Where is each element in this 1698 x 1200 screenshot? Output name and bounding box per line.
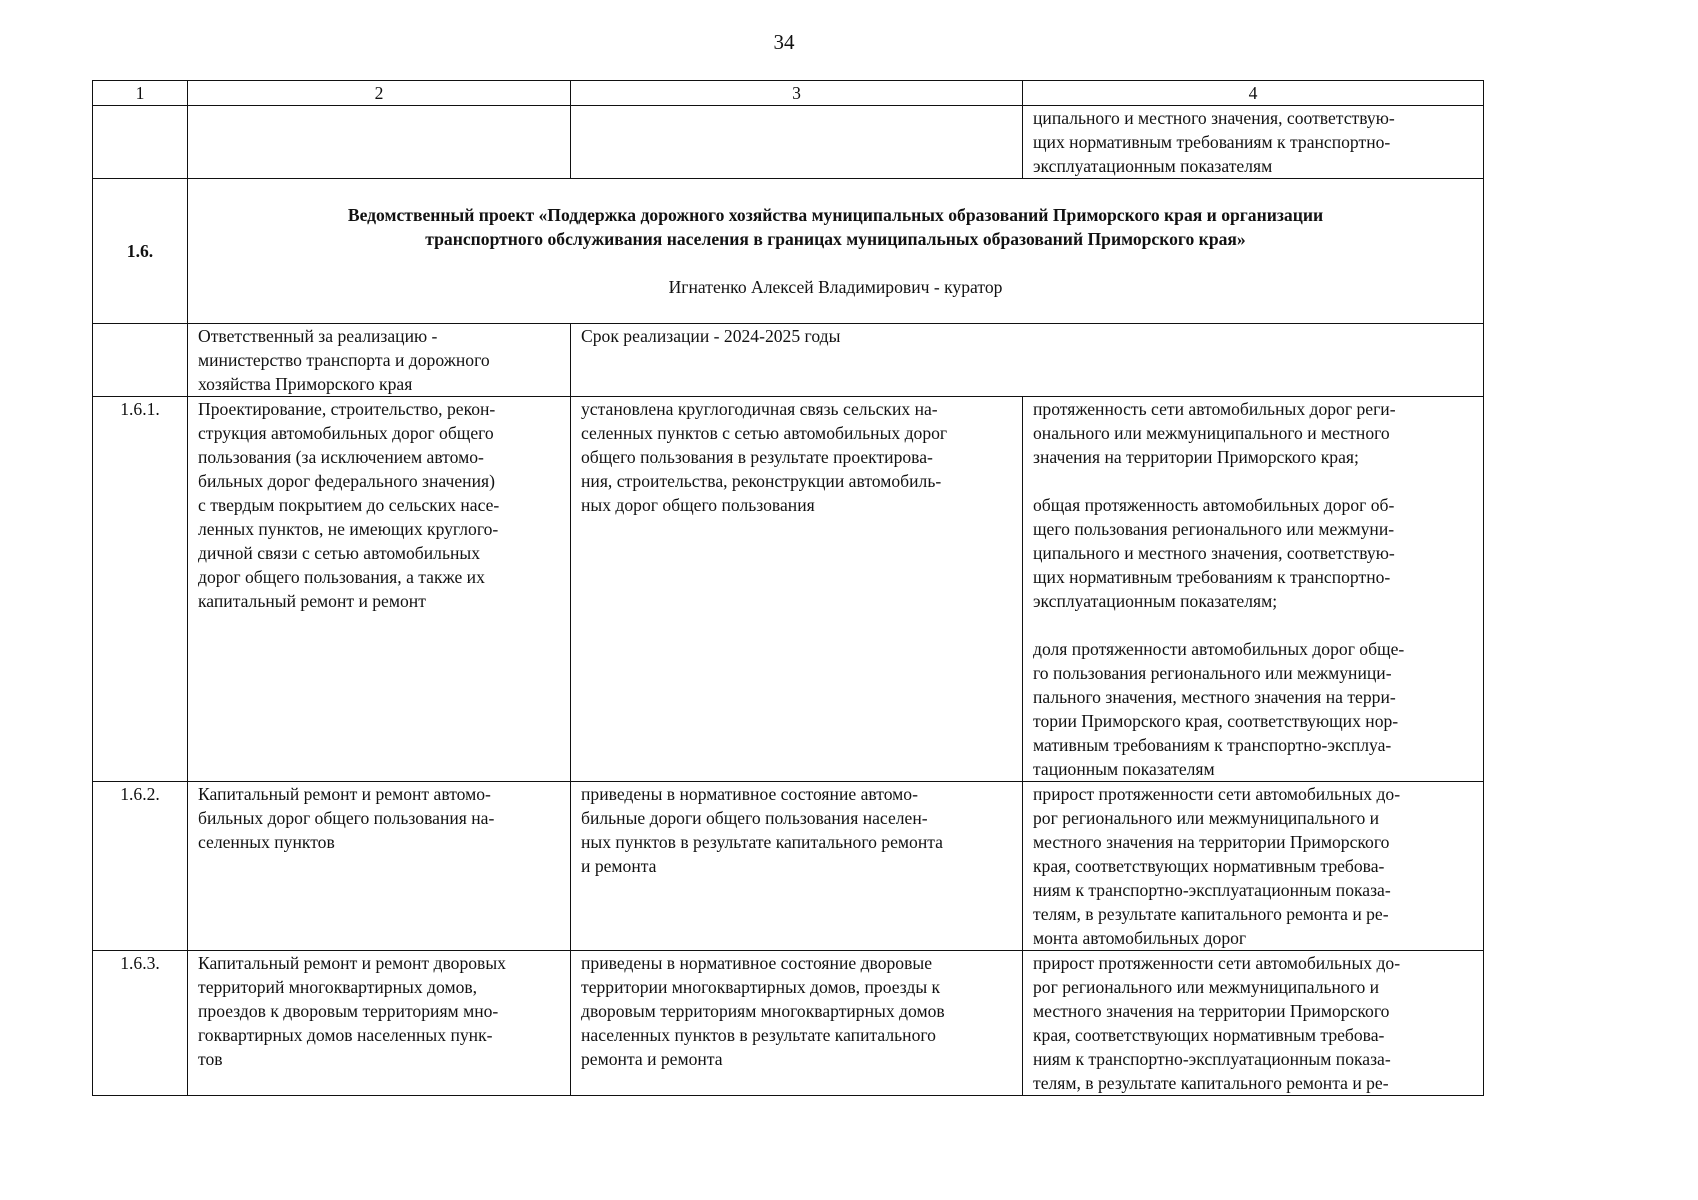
row-number: 1.6.3. bbox=[93, 951, 188, 1096]
indicator-cell: протяженность сети автомобильных дорог реги- онального или межмуниципального и местного значения на территории Приморского края; общая протяженность автомобильных дорог об- щего пользования регионального или межмуни- ципального и местного значения, соответствую- щих нормативным требованиям к транспортно- эксплуатационным показателям; доля протяженности автомобильных дорог обще- го пользования регионального или межмуници- пального значения, местного значения на терри- тории Приморского края, соответствующих нор- мативным требованиям к транспортно-эксплуа- тационным показателям bbox=[1023, 397, 1484, 782]
period-cell: Срок реализации - 2024-2025 годы bbox=[571, 324, 1484, 397]
indicator-cell: ципального и местного значения, соответствую- щих нормативным требованиям к транспортно- эксплуатационным показателям bbox=[1023, 106, 1484, 179]
result-cell: установлена круглогодичная связь сельских на- селенных пунктов с сетью автомобильных дорог общего пользования в результате проектирова- ния, строительства, реконструкции автомобиль- ных дорог общего пользования bbox=[571, 397, 1023, 782]
cell bbox=[93, 106, 188, 179]
responsible-cell: Ответственный за реализацию - министерство транспорта и дорожного хозяйства Приморского края bbox=[188, 324, 571, 397]
task-cell: Капитальный ремонт и ремонт автомо- бильных дорог общего пользования на- селенных пунктов bbox=[188, 782, 571, 951]
header-col-4: 4 bbox=[1023, 81, 1484, 106]
table-row bbox=[93, 951, 1484, 1096]
row-number: 1.6.1. bbox=[93, 397, 188, 782]
project-number: 1.6. bbox=[93, 179, 188, 324]
header-col-2: 2 bbox=[188, 81, 571, 106]
result-cell: приведены в нормативное состояние дворовые территории многоквартирных домов, проезды к дворовым территориям многоквартирных домов населенных пунктов в результате капитального ремонта и ремонта bbox=[571, 951, 1023, 1096]
continuation-row bbox=[93, 106, 1484, 179]
table-header-row bbox=[93, 81, 1484, 106]
cell bbox=[93, 324, 188, 397]
row-number: 1.6.2. bbox=[93, 782, 188, 951]
project-title: Ведомственный проект «Поддержка дорожного хозяйства муниципальных образований Приморского края и организации транспортного обслуживания населения в границах муниципальных образований Приморского края» bbox=[347, 205, 1324, 249]
project-title-cell bbox=[188, 179, 1484, 324]
header-col-1: 1 bbox=[93, 81, 188, 106]
cell bbox=[571, 106, 1023, 179]
indicator-cell: прирост протяженности сети автомобильных до- рог регионального или межмуниципального и местного значения на территории Приморского края, соответствующих нормативным требова- ниям к транспортно-эксплуатационным показа- телям, в результате капитального ремонта и ре- монта автомобильных дорог bbox=[1023, 782, 1484, 951]
table-row bbox=[93, 397, 1484, 782]
project-row bbox=[93, 179, 1484, 324]
project-info-row bbox=[93, 324, 1484, 397]
task-cell: Проектирование, строительство, рекон- струкция автомобильных дорог общего пользования (за исключением автомо- бильных дорог федерального значения) с твердым покрытием до сельских насе- ленных пунктов, не имеющих круглого- дичной связи с сетью автомобильных дорог общего пользования, а также их капитальный ремонт и ремонт bbox=[188, 397, 571, 782]
cell bbox=[188, 106, 571, 179]
program-table bbox=[92, 80, 1484, 1096]
project-curator: Игнатенко Алексей Владимирович - куратор bbox=[668, 277, 1003, 297]
header-col-3: 3 bbox=[571, 81, 1023, 106]
indicator-cell: прирост протяженности сети автомобильных до- рог регионального или межмуниципального и местного значения на территории Приморского края, соответствующих нормативным требова- ниям к транспортно-эксплуатационным показа- телям, в результате капитального ремонта и ре- bbox=[1023, 951, 1484, 1096]
page-number: 34 bbox=[773, 30, 795, 54]
table-row bbox=[93, 782, 1484, 951]
result-cell: приведены в нормативное состояние автомо- бильные дороги общего пользования населен- ных пунктов в результате капитального ремонта и ремонта bbox=[571, 782, 1023, 951]
task-cell: Капитальный ремонт и ремонт дворовых территорий многоквартирных домов, проездов к дворовым территориям мно- гоквартирных домов населенных пунк- тов bbox=[188, 951, 571, 1096]
